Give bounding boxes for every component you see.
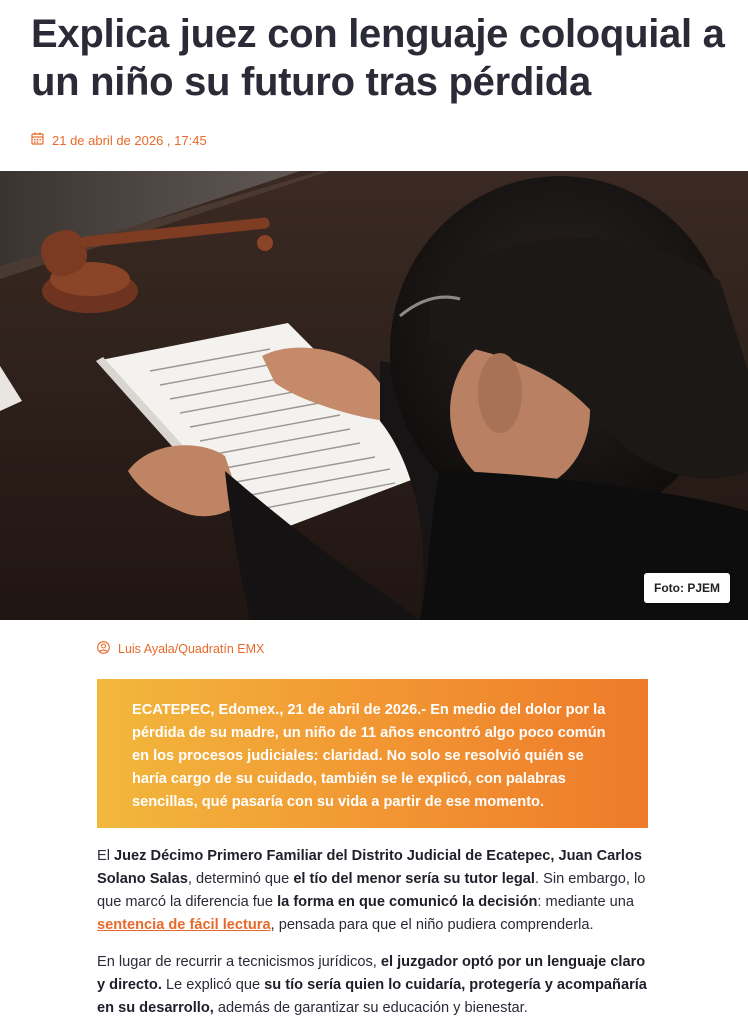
body-paragraph-1 [97,845,657,937]
sentence-link[interactable]: sentencia de fácil lectura [97,917,271,933]
article-title: Explica juez con lenguaje coloquial a un niño su futuro tras pérdida [31,12,725,104]
p1-text-1: El [97,848,115,864]
article-author [97,641,264,657]
lead-paragraph: ECATEPEC, Edomex., 21 de abril de 2026.- En medio del dolor por la pérdida de su madre, un niño de 11 años encontró algo poco común en los procesos judiciales: claridad. No solo se resolvió quién se haría cargo de su cuidado, también se le explicó, con palabras sencillas, qué pasaría con su vida a partir de ese momento. [97,679,648,828]
p1-text-4: : mediante una [537,894,634,910]
courtroom-photo-illustration [0,171,748,620]
photo-credit-badge: Foto: PJEM [644,573,730,603]
p1-text-3: . Sin embargo, lo que marcó la diferencia fue [97,871,646,910]
p1-bold-2: el tío del menor sería su tutor legal [293,871,535,887]
p1-text-5: , pensada para que el niño pudiera comprenderla. [270,917,594,933]
p2-text-1: En lugar de recurrir a tecnicismos jurídicos, [97,954,381,970]
p2-text-2: Le explicó que [161,977,265,993]
p2-bold-1: el juzgador optó por un lenguaje claro y directo. [97,954,646,993]
author-name[interactable]: Luis Ayala/Quadratín EMX [118,642,265,656]
p1-bold-1: Juez Décimo Primero Familiar del Distrito Judicial de Ecatepec, Juan Carlos Solano Salas [97,848,643,887]
p1-bold-3: la forma en que comunicó la decisión [277,894,538,910]
article-photo[interactable] [0,171,748,620]
p2-text-3: además de garantizar su educación y bienestar. [213,1000,528,1016]
calendar-icon [31,132,44,148]
body-paragraph-2 [97,951,657,1020]
user-circle-icon [97,641,110,657]
article-date [31,132,207,148]
date-text: 21 de abril de 2026 , 17:45 [52,132,207,148]
p2-bold-2: su tío sería quien lo cuidaría, protegería y acompañaría en su desarrollo, [97,977,647,1016]
p1-text-2: , determinó que [187,871,294,887]
